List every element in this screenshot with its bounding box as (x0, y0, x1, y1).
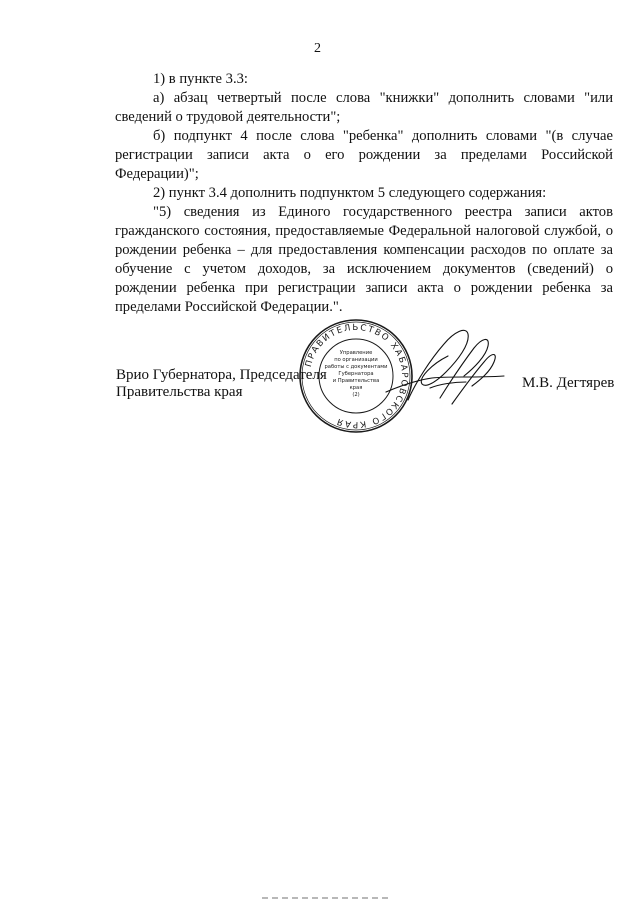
page-number: 2 (314, 41, 321, 56)
document-body (115, 70, 613, 317)
svg-text:Управление: Управление (339, 350, 373, 356)
svg-text:ПРАВИТЕЛЬСТВО ХАБАРОВСКОГО КРА: ПРАВИТЕЛЬСТВО ХАБАРОВСКОГО КРАЯ (303, 322, 410, 430)
svg-text:по организации: по организации (334, 357, 378, 363)
paragraph-item-3-3: 1) в пункте 3.3: (153, 71, 248, 87)
signatory-position-line1: Врио Губернатора, Председателя (116, 367, 327, 383)
svg-text:и Правительства: и Правительства (332, 378, 380, 384)
signatory-position-line2: Правительства края (116, 384, 243, 400)
paragraph-subitem-a: а) абзац четвертый после слова "книжки" дополнить словами "или сведений о трудовой деятельности"; (115, 90, 613, 125)
svg-text:работы с документами: работы с документами (324, 364, 388, 370)
paragraph-subitem-b: б) подпункт 4 после слова "ребенка" дополнить словами "(в случае регистрации записи акта о его рождении за пределами Российской Федерации)"; (115, 128, 613, 182)
paragraph-subitem-5: "5) сведения из Единого государственного реестра записи актов гражданского состояния, предоставляемые Федеральной налоговой службой, о рождении ребенка – для предоставления компенсации расходов по оплате за обучение с учетом доходов, за исключением документов (сведений) о рождении ребенка при регистрации записи акта о рождении ребенка за пределами Российской Федерации.". (115, 204, 613, 315)
scan-artifact-divider (262, 897, 392, 899)
svg-text:(2): (2) (352, 392, 360, 398)
paragraph-item-3-4: 2) пункт 3.4 дополнить подпунктом 5 следующего содержания: (153, 185, 547, 201)
handwritten-signature (380, 322, 506, 414)
signatory-position (116, 367, 327, 401)
signatory-name: М.В. Дегтярев (522, 375, 615, 391)
svg-text:края: края (349, 385, 363, 391)
svg-text:Губернатора: Губернатора (338, 371, 374, 377)
